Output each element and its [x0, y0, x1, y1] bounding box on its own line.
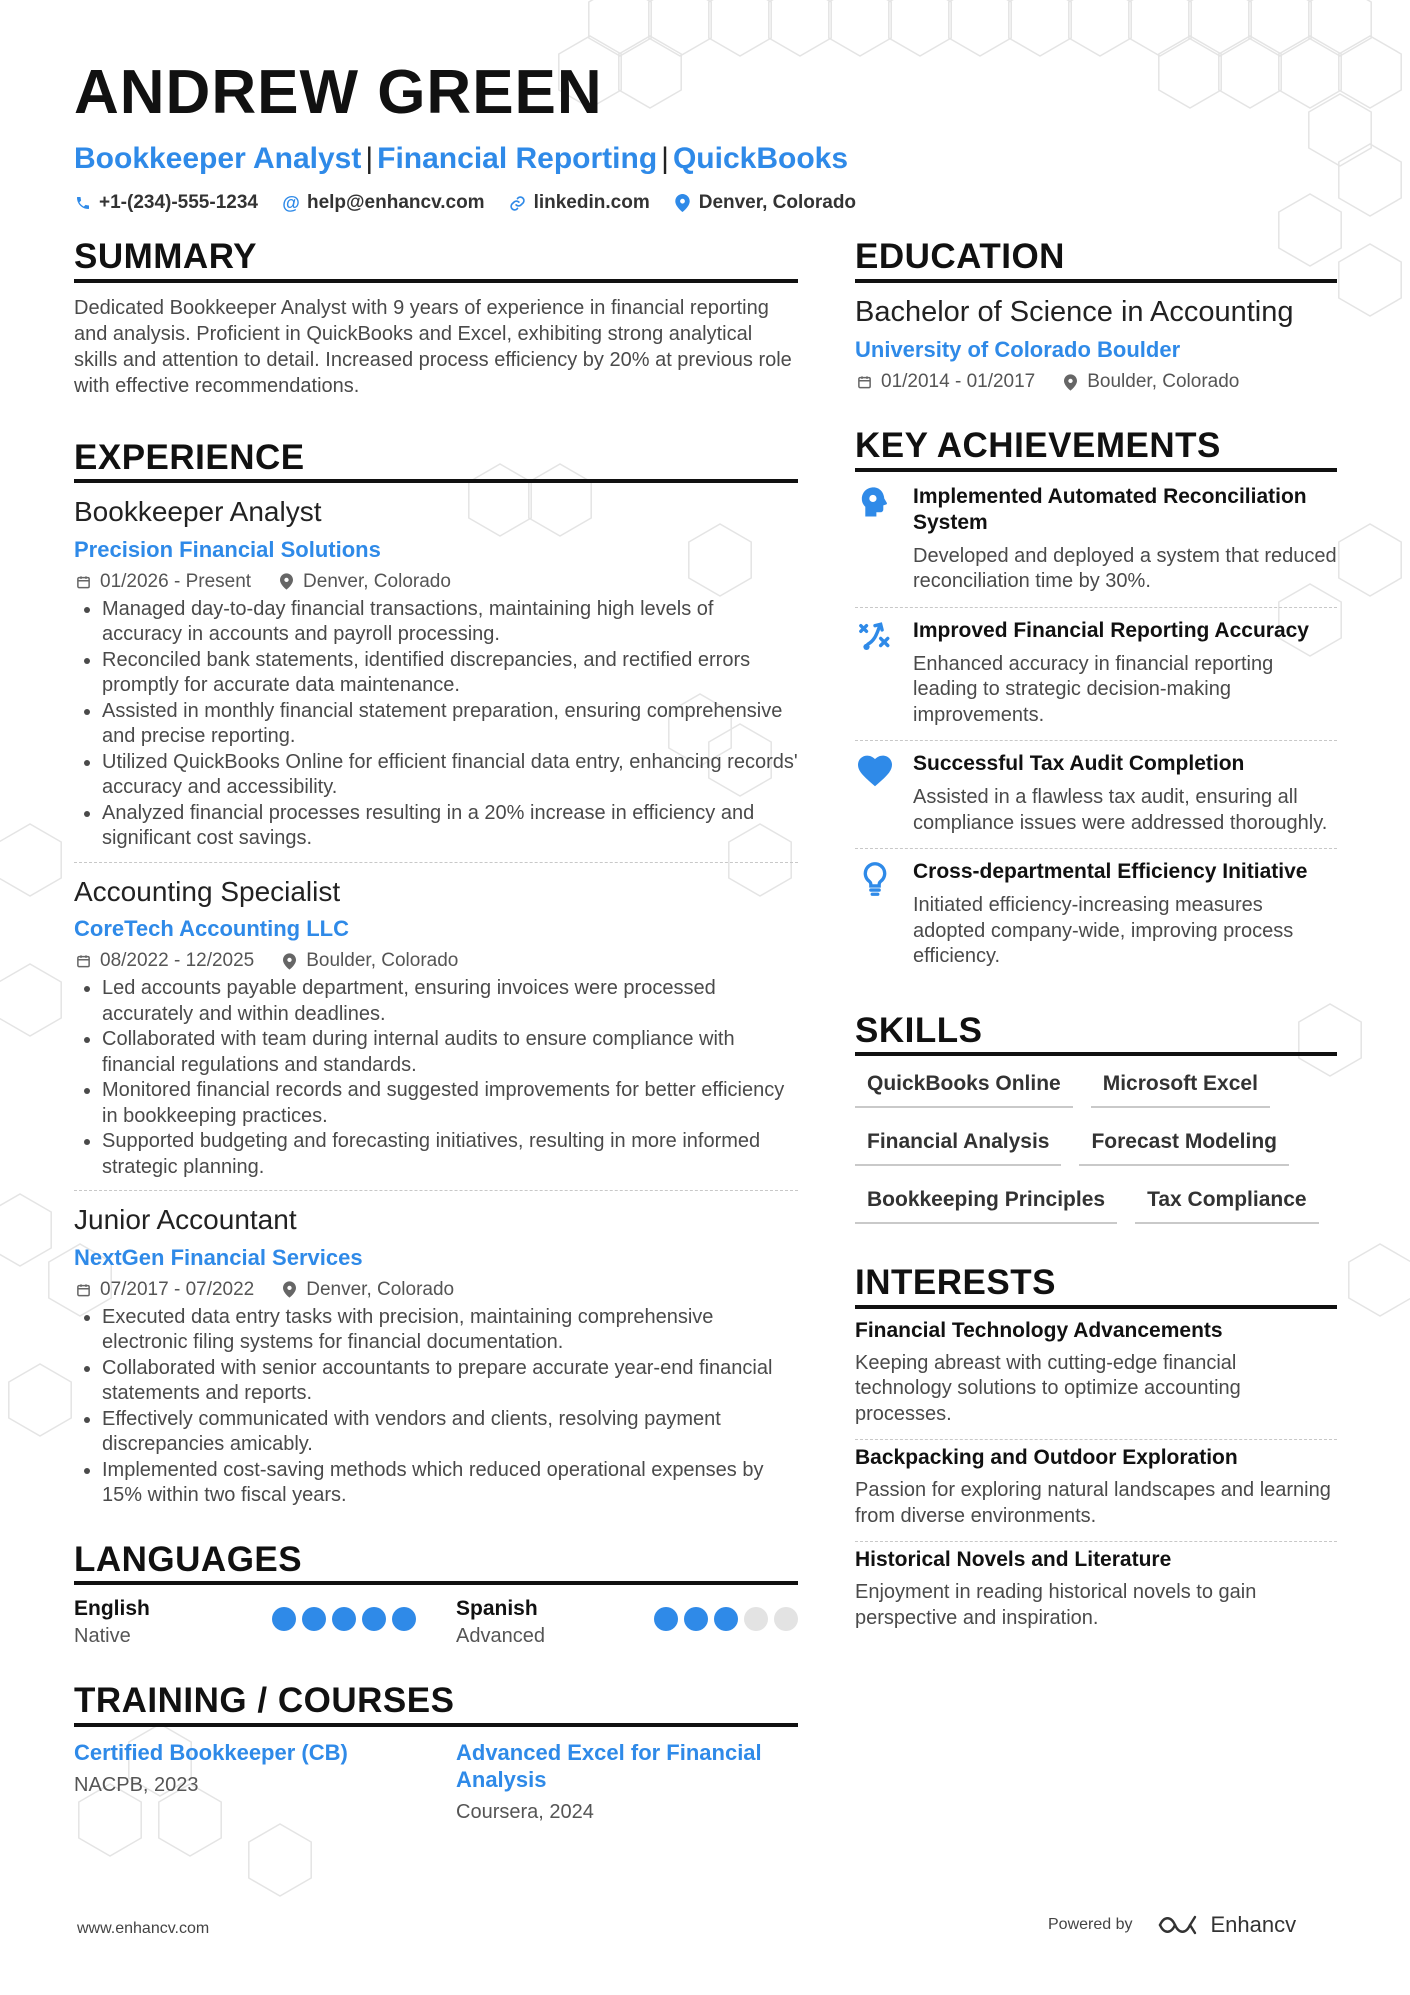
achievement-item — [855, 741, 1337, 849]
proficiency-dot-empty — [744, 1607, 768, 1631]
language-list — [74, 1597, 798, 1648]
achievement-description: Developed and deployed a system that reduced reconciliation time by 30%. — [913, 544, 1337, 593]
achievement-title: Successful Tax Audit Completion — [913, 752, 1245, 776]
proficiency-dot-filled — [362, 1607, 386, 1631]
lightbulb-icon — [855, 859, 895, 970]
interest-title: Financial Technology Advancements — [855, 1318, 1223, 1342]
proficiency-dot-empty — [774, 1607, 798, 1631]
job-entry — [74, 1203, 798, 1519]
achievement-title: Implemented Automated Reconciliation System — [913, 484, 1307, 534]
bullet-item: • Led accounts payable department, ensuring invoices were processed accurately and within deadlines. — [102, 976, 798, 1027]
language-item — [456, 1597, 798, 1648]
bullet-item: • Executed data entry tasks with precision, maintaining comprehensive electronic filing systems for financial documentation. — [102, 1305, 798, 1356]
skill-tag: Bookkeeping Principles — [855, 1180, 1117, 1224]
courses-section — [74, 1682, 798, 1824]
linkedin-text: linkedin.com — [533, 192, 650, 213]
head-icon — [855, 484, 895, 595]
bullet-item: • Reconciled bank statements, identified discrepancies, and rectified errors promptly for accurate data maintenance. — [102, 648, 798, 699]
hexagon-decoration — [1129, 0, 1191, 56]
calendar-icon — [74, 952, 92, 970]
proficiency-dot-filled — [714, 1607, 738, 1631]
headline-role: Bookkeeper Analyst — [74, 142, 362, 175]
job-bullets — [74, 976, 798, 1180]
left-column — [74, 238, 798, 1824]
experience-heading: EXPERIENCE — [74, 439, 798, 484]
hexagon-decoration — [649, 0, 711, 56]
location-pin-icon — [280, 952, 298, 970]
calendar-icon — [74, 573, 92, 591]
achievement-item — [855, 608, 1337, 742]
footer-branding — [1048, 1912, 1296, 1938]
hexagon-decoration — [1339, 524, 1401, 596]
contact-linkedin[interactable] — [509, 192, 650, 214]
languages-section — [74, 1541, 798, 1649]
proficiency-dot-filled — [272, 1607, 296, 1631]
phone-icon — [74, 194, 92, 212]
brand-name: Enhancv — [1210, 1912, 1297, 1937]
bullet-item: • Assisted in monthly financial statement preparation, ensuring comprehensive and precise reporting. — [102, 699, 798, 750]
hexagon-decoration — [1339, 244, 1401, 316]
interest-title: Historical Novels and Literature — [855, 1548, 1172, 1572]
hexagon-decoration — [0, 1194, 51, 1266]
proficiency-dot-filled — [392, 1607, 416, 1631]
calendar-icon — [855, 373, 873, 391]
interest-item — [855, 1542, 1337, 1643]
job-entry — [74, 875, 798, 1192]
candidate-name: ANDREW GREEN — [74, 58, 603, 127]
job-title: Accounting Specialist — [74, 875, 341, 907]
hexagon-decoration — [0, 964, 61, 1036]
job-dates: 08/2022 - 12/2025 — [100, 950, 255, 972]
hexagon-decoration — [0, 824, 61, 896]
hexagon-decoration — [1249, 0, 1311, 56]
powered-by-text: Powered by — [1048, 1916, 1133, 1933]
skill-tag: Financial Analysis — [855, 1122, 1061, 1166]
headline-separator: | — [365, 142, 374, 175]
interest-description: Enjoyment in reading historical novels to gain perspective and inspiration. — [855, 1581, 1257, 1629]
bullet-item: • Effectively communicated with vendors and clients, resolving payment discrepancies amicably. — [102, 1407, 798, 1458]
phone-text: +1-(234)-555-1234 — [99, 192, 258, 213]
hexagon-decoration — [829, 0, 891, 56]
course-provider: NACPB, 2023 — [74, 1773, 199, 1796]
interest-item — [855, 1440, 1337, 1542]
summary-section — [74, 238, 798, 399]
strategy-icon — [855, 618, 895, 729]
hexagon-decoration — [249, 1824, 311, 1896]
bullet-item: • Analyzed financial processes resulting in a 20% increase in efficiency and significant cost savings. — [102, 801, 798, 852]
location-pin-icon — [1061, 373, 1079, 391]
contact-location — [674, 192, 856, 214]
achievement-description: Assisted in a flawless tax audit, ensuring all compliance issues were addressed thoroughly. — [913, 786, 1328, 834]
headline-skill: Financial Reporting — [377, 142, 658, 175]
hexagon-decoration — [1339, 144, 1401, 216]
hexagon-decoration — [9, 1364, 71, 1436]
hexagon-decoration — [1309, 0, 1371, 56]
hexagon-decoration — [769, 0, 831, 56]
language-item — [74, 1597, 416, 1648]
bullet-item: • Managed day-to-day financial transactions, maintaining high levels of accuracy in accounts and payroll processing. — [102, 597, 798, 648]
proficiency-dot-filled — [332, 1607, 356, 1631]
job-bullets — [74, 597, 798, 852]
summary-text: Dedicated Bookkeeper Analyst with 9 years of experience in financial reporting and analysis. Proficient in QuickBooks and Excel, exhibiting strong analytical skills and attention to detail. Increased process efficiency by 20% at previous role with effective recommendations. — [74, 296, 792, 397]
skill-tag: Forecast Modeling — [1079, 1122, 1289, 1166]
bullet-item: • Supported budgeting and forecasting initiatives, resulting in more informed strategic planning. — [102, 1129, 798, 1180]
degree-title: Bachelor of Science in Accounting — [855, 295, 1294, 328]
skill-tag: Microsoft Excel — [1091, 1064, 1270, 1108]
hexagon-decoration — [1009, 0, 1071, 56]
job-dates: 01/2026 - Present — [100, 570, 252, 592]
bullet-item: • Monitored financial records and suggested improvements for better efficiency in bookkeeping practices. — [102, 1078, 798, 1129]
enhancv-logo-icon — [1157, 1913, 1203, 1937]
interest-item — [855, 1313, 1337, 1441]
headline-separator: | — [661, 142, 669, 175]
headline-tool: QuickBooks — [672, 142, 849, 175]
company-name: NextGen Financial Services — [74, 1244, 363, 1270]
job-location: Denver, Colorado — [306, 1278, 455, 1300]
education-location: Boulder, Colorado — [1087, 371, 1240, 393]
company-name: Precision Financial Solutions — [74, 536, 381, 562]
proficiency-dots — [654, 1607, 798, 1631]
location-text: Denver, Colorado — [698, 192, 857, 213]
contact-phone[interactable] — [74, 192, 258, 214]
achievement-title: Improved Financial Reporting Accuracy — [913, 618, 1309, 642]
proficiency-dots — [272, 1607, 416, 1631]
experience-section — [74, 439, 798, 1519]
hexagon-decoration — [1339, 36, 1401, 108]
job-dates: 07/2017 - 07/2022 — [100, 1278, 255, 1300]
location-pin-icon — [674, 194, 692, 212]
course-list — [74, 1739, 798, 1824]
course-provider: Coursera, 2024 — [456, 1800, 594, 1823]
job-location: Boulder, Colorado — [306, 950, 459, 972]
language-level: Native — [74, 1625, 131, 1648]
email-text: help@enhancv.com — [306, 192, 485, 213]
languages-heading: LANGUAGES — [74, 1541, 798, 1586]
hexagon-decoration — [889, 0, 951, 56]
skills-section — [855, 1012, 1337, 1225]
school-name: University of Colorado Boulder — [855, 337, 1181, 363]
enhancv-logo[interactable] — [1157, 1912, 1297, 1938]
course-title: Advanced Excel for Financial Analysis — [456, 1739, 762, 1792]
interest-description: Passion for exploring natural landscapes and learning from diverse environments. — [855, 1479, 1331, 1527]
job-title: Junior Accountant — [74, 1204, 297, 1236]
hexagon-decoration — [1189, 0, 1251, 56]
achievement-title: Cross-departmental Efficiency Initiative — [913, 860, 1308, 884]
job-location: Denver, Colorado — [303, 570, 451, 592]
at-sign-icon: @ — [282, 192, 300, 213]
courses-heading: TRAINING / COURSES — [74, 1682, 798, 1727]
education-meta — [855, 371, 1337, 393]
skill-tag: QuickBooks Online — [855, 1064, 1073, 1108]
hexagon-decoration — [709, 0, 771, 56]
proficiency-dot-filled — [684, 1607, 708, 1631]
link-icon — [509, 194, 527, 212]
proficiency-dot-filled — [654, 1607, 678, 1631]
company-name: CoreTech Accounting LLC — [74, 916, 349, 942]
interests-section — [855, 1264, 1337, 1643]
job-meta — [74, 571, 798, 593]
skill-list — [855, 1064, 1337, 1224]
job-bullets — [74, 1305, 798, 1509]
interest-title: Backpacking and Outdoor Exploration — [855, 1446, 1238, 1470]
job-meta — [74, 950, 798, 972]
footer-website[interactable]: www.enhancv.com — [77, 1920, 210, 1937]
right-column — [855, 238, 1337, 1643]
summary-heading: SUMMARY — [74, 238, 798, 283]
headline — [74, 142, 1324, 176]
location-pin-icon — [277, 573, 295, 591]
heart-icon — [855, 751, 895, 836]
job-meta — [74, 1279, 798, 1301]
job-title: Bookkeeper Analyst — [74, 496, 322, 527]
skills-heading: SKILLS — [855, 1012, 1337, 1057]
interests-heading: INTERESTS — [855, 1264, 1337, 1309]
course-item — [456, 1739, 798, 1824]
proficiency-dot-filled — [302, 1607, 326, 1631]
language-level: Advanced — [456, 1625, 545, 1648]
achievements-section — [855, 427, 1337, 982]
language-name: English — [74, 1597, 150, 1621]
achievement-item — [855, 849, 1337, 982]
bullet-item: • Collaborated with senior accountants to prepare accurate year-end financial statements and reports. — [102, 1356, 798, 1407]
skill-tag: Tax Compliance — [1135, 1180, 1319, 1224]
achievement-item — [855, 474, 1337, 608]
course-item — [74, 1739, 416, 1824]
contact-email[interactable] — [282, 192, 485, 214]
interest-description: Keeping abreast with cutting-edge financial technology solutions to optimize accounting processes. — [855, 1351, 1241, 1425]
hexagon-decoration — [1069, 0, 1131, 56]
calendar-icon — [74, 1281, 92, 1299]
bullet-item: • Collaborated with team during internal audits to ensure compliance with financial regulations and standards. — [102, 1027, 798, 1078]
course-title: Certified Bookkeeper (CB) — [74, 1739, 348, 1765]
achievements-heading: KEY ACHIEVEMENTS — [855, 427, 1337, 472]
hexagon-decoration — [1349, 1244, 1410, 1316]
language-name: Spanish — [456, 1597, 538, 1621]
hexagon-decoration — [949, 0, 1011, 56]
location-pin-icon — [280, 1281, 298, 1299]
job-entry — [74, 495, 798, 863]
achievement-description: Initiated efficiency-increasing measures adopted company-wide, improving process efficiency. — [913, 894, 1294, 968]
education-dates: 01/2014 - 01/2017 — [881, 371, 1036, 393]
education-heading: EDUCATION — [855, 238, 1337, 283]
resume-header — [74, 52, 1324, 214]
contact-bar — [74, 192, 1324, 214]
bullet-item: • Utilized QuickBooks Online for efficient financial data entry, enhancing records' accuracy and accessibility. — [102, 750, 798, 801]
hexagon-decoration — [589, 0, 651, 56]
education-section — [855, 238, 1337, 393]
achievement-description: Enhanced accuracy in financial reporting leading to strategic decision-making improvements. — [913, 652, 1274, 726]
bullet-item: • Implemented cost-saving methods which reduced operational expenses by 15% within two fiscal years. — [102, 1458, 798, 1509]
